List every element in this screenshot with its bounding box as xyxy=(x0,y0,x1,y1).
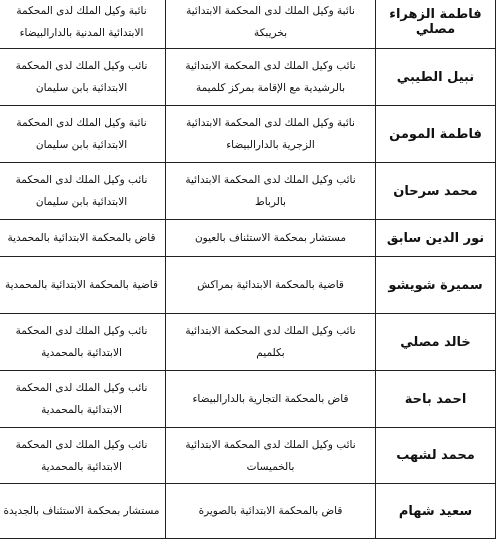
name-cell: خالد مصلي xyxy=(376,314,496,371)
current-position-cell: نائبة وكيل الملك لدى المحكمة الابتدائية الزجرية بالدارالبيضاء xyxy=(166,106,376,163)
current-position-cell: نائب وكيل الملك لدى المحكمة الابتدائية بالرشيدية مع الإقامة بمركز كلميمة xyxy=(166,49,376,106)
new-position-cell: نائبة وكيل الملك لدى المحكمة الابتدائية المدنية بالدارالبيضاء xyxy=(0,0,166,49)
new-position-cell: مستشار بمحكمة الاستئناف بالجديدة xyxy=(0,484,166,539)
new-position-cell: نائبة وكيل الملك لدى المحكمة الابتدائية بابن سليمان xyxy=(0,106,166,163)
name-cell: محمد سرحان xyxy=(376,163,496,220)
new-position-cell: نائب وكيل الملك لدى المحكمة الابتدائية بالمحمدية xyxy=(0,371,166,428)
new-position-cell: قاض بالمحكمة الابتدائية بالمحمدية xyxy=(0,220,166,257)
new-position-cell: قاضية بالمحكمة الابتدائية بالمحمدية xyxy=(0,257,166,314)
table-row xyxy=(0,371,496,428)
table-row xyxy=(0,220,496,257)
current-position-cell: نائب وكيل الملك لدى المحكمة الابتدائية بكلميم xyxy=(166,314,376,371)
new-position-cell: نائب وكيل الملك لدى المحكمة الابتدائية بابن سليمان xyxy=(0,49,166,106)
name-cell: احمد باحة xyxy=(376,371,496,428)
name-cell: فاطمة المومن xyxy=(376,106,496,163)
new-position-cell: نائب وكيل الملك لدى المحكمة الابتدائية بابن سليمان xyxy=(0,163,166,220)
current-position-cell: نائب وكيل الملك لدى المحكمة الابتدائية بالرباط xyxy=(166,163,376,220)
name-cell: فاطمة الزهراء مصلي xyxy=(376,0,496,49)
table-row xyxy=(0,428,496,484)
current-position-cell: مستشار بمحكمة الاستئناف بالعيون xyxy=(166,220,376,257)
current-position-cell: قاضية بالمحكمة الابتدائية بمراكش xyxy=(166,257,376,314)
name-cell: نبيل الطيبي xyxy=(376,49,496,106)
table-row xyxy=(0,257,496,314)
name-cell: نور الدين سابق xyxy=(376,220,496,257)
table-row xyxy=(0,163,496,220)
table-row xyxy=(0,106,496,163)
table-row xyxy=(0,49,496,106)
current-position-cell: قاض بالمحكمة التجارية بالدارالبيضاء xyxy=(166,371,376,428)
current-position-cell: نائبة وكيل الملك لدى المحكمة الابتدائية بخريبكة xyxy=(166,0,376,49)
table-row xyxy=(0,314,496,371)
new-position-cell: نائب وكيل الملك لدى المحكمة الابتدائية بالمحمدية xyxy=(0,428,166,484)
current-position-cell: نائب وكيل الملك لدى المحكمة الابتدائية بالخميسات xyxy=(166,428,376,484)
table-row xyxy=(0,484,496,539)
name-cell: محمد لشهب xyxy=(376,428,496,484)
current-position-cell: قاض بالمحكمة الابتدائية بالصويرة xyxy=(166,484,376,539)
name-cell: سعيد شهام xyxy=(376,484,496,539)
name-cell: سميرة شويشو xyxy=(376,257,496,314)
new-position-cell: نائب وكيل الملك لدى المحكمة الابتدائية بالمحمدية xyxy=(0,314,166,371)
table-row xyxy=(0,0,496,49)
